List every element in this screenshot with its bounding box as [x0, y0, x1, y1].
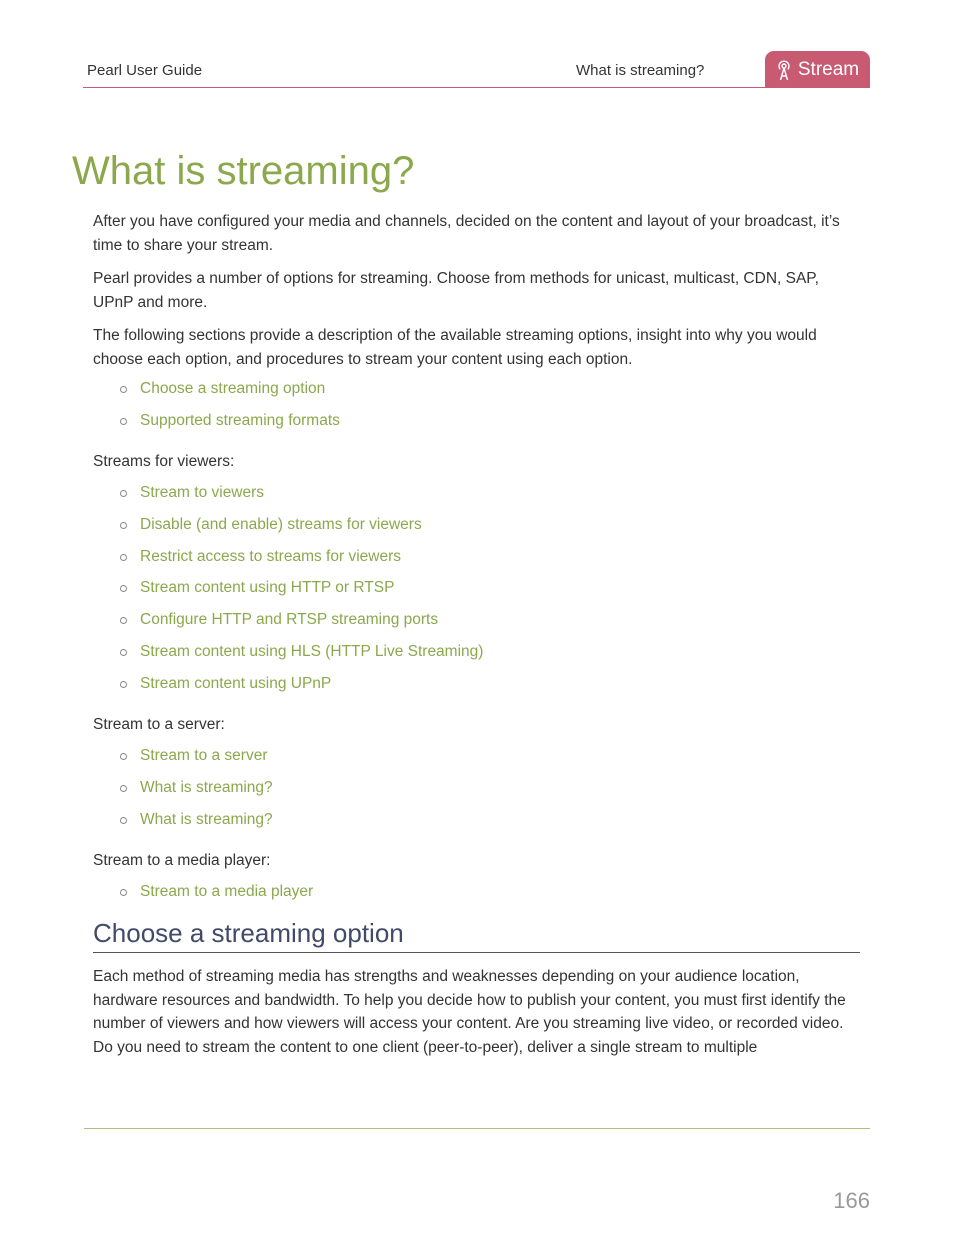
list-item [93, 576, 863, 608]
list-item [93, 672, 863, 704]
bullet-icon [120, 585, 127, 592]
link-disable-enable-streams[interactable]: Disable (and enable) streams for viewers [140, 516, 422, 534]
bullet-icon [120, 386, 127, 393]
section-paragraph: Each method of streaming media has strengths and weaknesses depending on your audience location, hardware resources and bandwidth. To help you decide how to publish your content, you must first identify the number of viewers and how viewers will access your content. Are you streaming live video, or recorded video. Do you need to stream the content to one client (peer-to-peer), deliver a single stream to multiple [93, 968, 846, 1056]
stream-chapter-tab [765, 51, 870, 88]
bullet-icon [120, 753, 127, 760]
list-item [93, 640, 863, 672]
list-item [93, 481, 863, 513]
link-configure-ports[interactable]: Configure HTTP and RTSP streaming ports [140, 611, 439, 629]
server-lead: Stream to a server: [93, 716, 225, 734]
list-item [93, 880, 863, 912]
bullet-icon [120, 649, 127, 656]
guide-title: Pearl User Guide [87, 62, 203, 79]
list-item [93, 776, 863, 808]
stream-tab-label: Stream [797, 58, 860, 80]
bullet-icon [120, 522, 127, 529]
intro-paragraph: After you have configured your media and channels, decided on the content and layout of your broadcast, it’s time to share your stream. [93, 213, 840, 254]
link-supported-formats[interactable]: Supported streaming formats [140, 411, 340, 429]
section-heading: Choose a streaming option [93, 918, 860, 953]
bullet-icon [120, 418, 127, 425]
bullet-icon [120, 490, 127, 497]
bullet-icon [120, 681, 127, 688]
link-what-is-streaming[interactable]: What is streaming? [140, 810, 273, 828]
link-stream-to-media-player[interactable]: Stream to a media player [140, 883, 314, 901]
link-hls[interactable]: Stream content using HLS (HTTP Live Streaming) [140, 642, 484, 660]
bullet-icon [120, 785, 127, 792]
bullet-icon [120, 554, 127, 561]
list-item [93, 744, 863, 776]
list-item [93, 377, 863, 409]
media-player-links-list [93, 880, 863, 912]
server-links-list [93, 744, 863, 839]
viewers-lead: Streams for viewers: [93, 453, 235, 471]
bullet-icon [120, 889, 127, 896]
bullet-icon [120, 617, 127, 624]
link-http-rtsp[interactable]: Stream content using HTTP or RTSP [140, 579, 395, 597]
page-title: What is streaming? [72, 149, 415, 193]
running-section-title: What is streaming? [576, 62, 705, 79]
list-item [93, 808, 863, 840]
section-body [93, 965, 863, 1069]
list-item [93, 545, 863, 577]
link-stream-to-server[interactable]: Stream to a server [140, 747, 268, 765]
intro-paragraph: The following sections provide a description of the available streaming options, insight into why you would choose each option, and procedures to stream your content using each option. [93, 327, 817, 368]
bullet-icon [120, 817, 127, 824]
media-player-lead: Stream to a media player: [93, 852, 271, 870]
link-stream-to-viewers[interactable]: Stream to viewers [140, 484, 265, 502]
viewers-links-list [93, 481, 863, 703]
list-item [93, 513, 863, 545]
link-choose-streaming-option[interactable]: Choose a streaming option [140, 380, 326, 397]
intro-paragraph: Pearl provides a number of options for streaming. Choose from methods for unicast, multicast, CDN, SAP, UPnP and more. [93, 270, 819, 311]
general-links-list [93, 377, 863, 440]
list-item [93, 608, 863, 640]
link-what-is-streaming[interactable]: What is streaming? [140, 778, 273, 796]
page-number: 166 [833, 1188, 870, 1213]
header-divider [83, 87, 870, 88]
page-header [83, 50, 870, 88]
list-item [93, 409, 863, 441]
link-upnp[interactable]: Stream content using UPnP [140, 674, 332, 692]
link-restrict-access[interactable]: Restrict access to streams for viewers [140, 547, 401, 565]
footer-divider [84, 1128, 870, 1129]
intro-content [93, 210, 863, 922]
broadcast-tower-icon [776, 59, 792, 81]
